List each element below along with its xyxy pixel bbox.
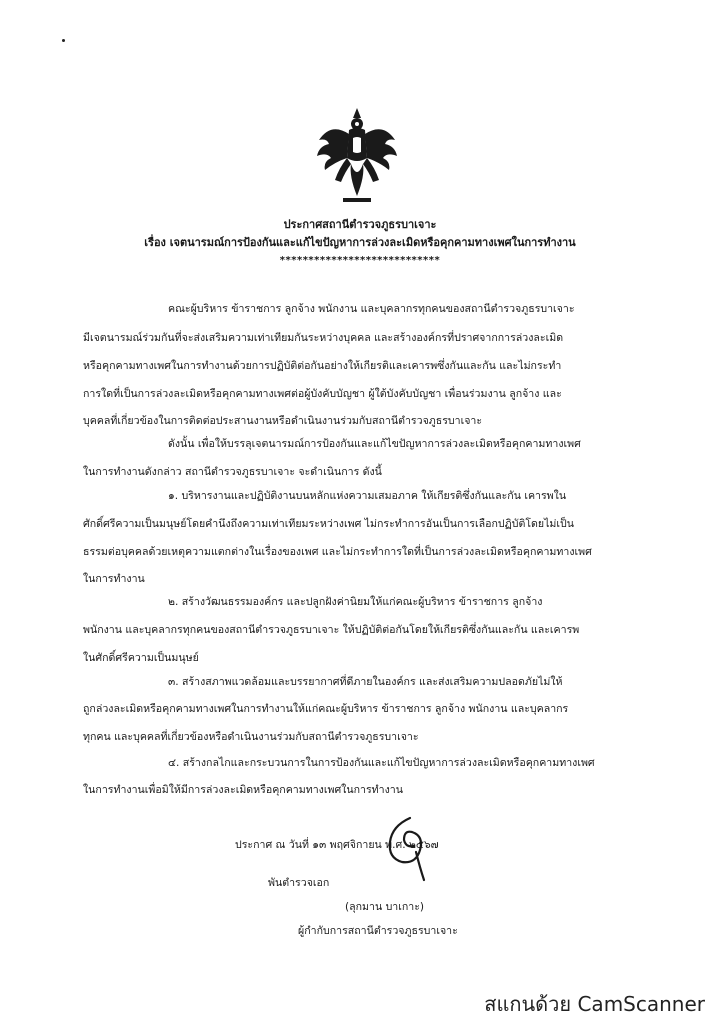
item-3-line: ๓. สร้างสภาพแวดล้อมและบรรยากาศที่ดีภายในองค์กร และส่งเสริมความปลอดภัยไม่ให้ [168, 676, 563, 688]
speck [62, 39, 65, 42]
item-1-line: ศักดิ์ศรีความเป็นมนุษย์โดยคำนึงถึงความเท่าเทียมระหว่างเพศ ไม่กระทำการอันเป็นการเลือกปฏิบัติโดยไม่เป็น [83, 518, 575, 530]
signatory-name: (ลุกมาน บาเกาะ) [345, 901, 425, 913]
item-4-line: ในการทำงานเพื่อมิให้มีการล่วงละเมิดหรือคุกคามทางเพศในการทำงาน [83, 784, 403, 796]
body-line: บุคคลที่เกี่ยวข้องในการติดต่อประสานงานหรือดำเนินงานร่วมกับสถานีตำรวจภูธรบาเจาะ [83, 415, 483, 427]
body-line: หรือคุกคามทางเพศในการทำงานด้วยการปฏิบัติต่อกันอย่างให้เกียรติและเคารพซึ่งกันและกัน และไม่กระทำ [83, 360, 562, 372]
item-3-line: ทุกคน และบุคคลที่เกี่ยวข้องหรือดำเนินงานร่วมกับสถานีตำรวจภูธรบาเจาะ [83, 731, 419, 743]
item-1-line: ธรรมต่อบุคคลด้วยเหตุความแตกต่างในเรื่องของเพศ และไม่กระทำการใดที่เป็นการล่วงละเมิดหรือคุกคามทางเพศ [83, 546, 592, 558]
body-line: ในการทำงานดังกล่าว สถานีตำรวจภูธรบาเจาะ จะดำเนินการ ดังนี้ [83, 466, 382, 478]
announcement-subject: เรื่อง เจตนารมณ์การป้องกันและแก้ไขปัญหาการล่วงละเมิดหรือคุกคามทางเพศในการทำงาน [144, 236, 576, 249]
item-2-line: พนักงาน และบุคลากรทุกคนของสถานีตำรวจภูธรบาเจาะ ให้ปฏิบัติต่อกันโดยให้เกียรติซึ่งกันและกัน และเคารพ [83, 624, 580, 636]
item-2-line: ๒. สร้างวัฒนธรรมองค์กร และปลูกฝังค่านิยมให้แก่คณะผู้บริหาร ข้าราชการ ลูกจ้าง [168, 596, 543, 608]
dateline: ประกาศ ณ วันที่ ๑๓ พฤศจิกายน พ.ศ. ๒๕๖๗ [235, 839, 439, 851]
signature-icon [380, 812, 440, 884]
separator-line: **************************** [279, 255, 441, 266]
body-line: มีเจตนารมณ์ร่วมกันที่จะส่งเสริมความเท่าเทียมกันระหว่างบุคคล และสร้างองค์กรที่ปราศจากการล่วงละเมิด [83, 332, 564, 344]
body-line: คณะผู้บริหาร ข้าราชการ ลูกจ้าง พนักงาน และบุคลากรทุกคนของสถานีตำรวจภูธรบาเจาะ [168, 303, 575, 315]
item-2-line: ในศักดิ์ศรีความเป็นมนุษย์ [83, 652, 199, 664]
item-3-line: ถูกล่วงละเมิดหรือคุกคามทางเพศในการทำงานให้แก่คณะผู้บริหาร ข้าราชการ ลูกจ้าง พนักงาน และบุคลากร [83, 703, 569, 715]
signatory-rank: พันตำรวจเอก [268, 877, 330, 889]
item-1-line: ในการทำงาน [83, 573, 145, 585]
body-line: การใดที่เป็นการล่วงละเมิดหรือคุกคามทางเพศต่อผู้บังคับบัญชา ผู้ใต้บังคับบัญชา เพื่อนร่วมงาน ลูกจ้าง และ [83, 388, 562, 400]
announcement-title: ประกาศสถานีตำรวจภูธรบาเจาะ [283, 218, 437, 231]
scanner-watermark: สแกนด้วย CamScanner [484, 992, 705, 1016]
body-line: ดังนั้น เพื่อให้บรรลุเจตนารมณ์การป้องกันและแก้ไขปัญหาการล่วงละเมิดหรือคุกคามทางเพศ [168, 438, 581, 450]
item-4-line: ๔. สร้างกลไกและกระบวนการในการป้องกันและแก้ไขปัญหาการล่วงละเมิดหรือคุกคามทางเพศ [168, 757, 595, 769]
item-1-line: ๑. บริหารงานและปฏิบัติงานบนหลักแห่งความเสมอภาค ให้เกียรติซึ่งกันและกัน เคารพใน [168, 490, 567, 502]
signatory-title: ผู้กำกับการสถานีตำรวจภูธรบาเจาะ [298, 925, 458, 937]
garuda-emblem-icon [313, 106, 401, 206]
